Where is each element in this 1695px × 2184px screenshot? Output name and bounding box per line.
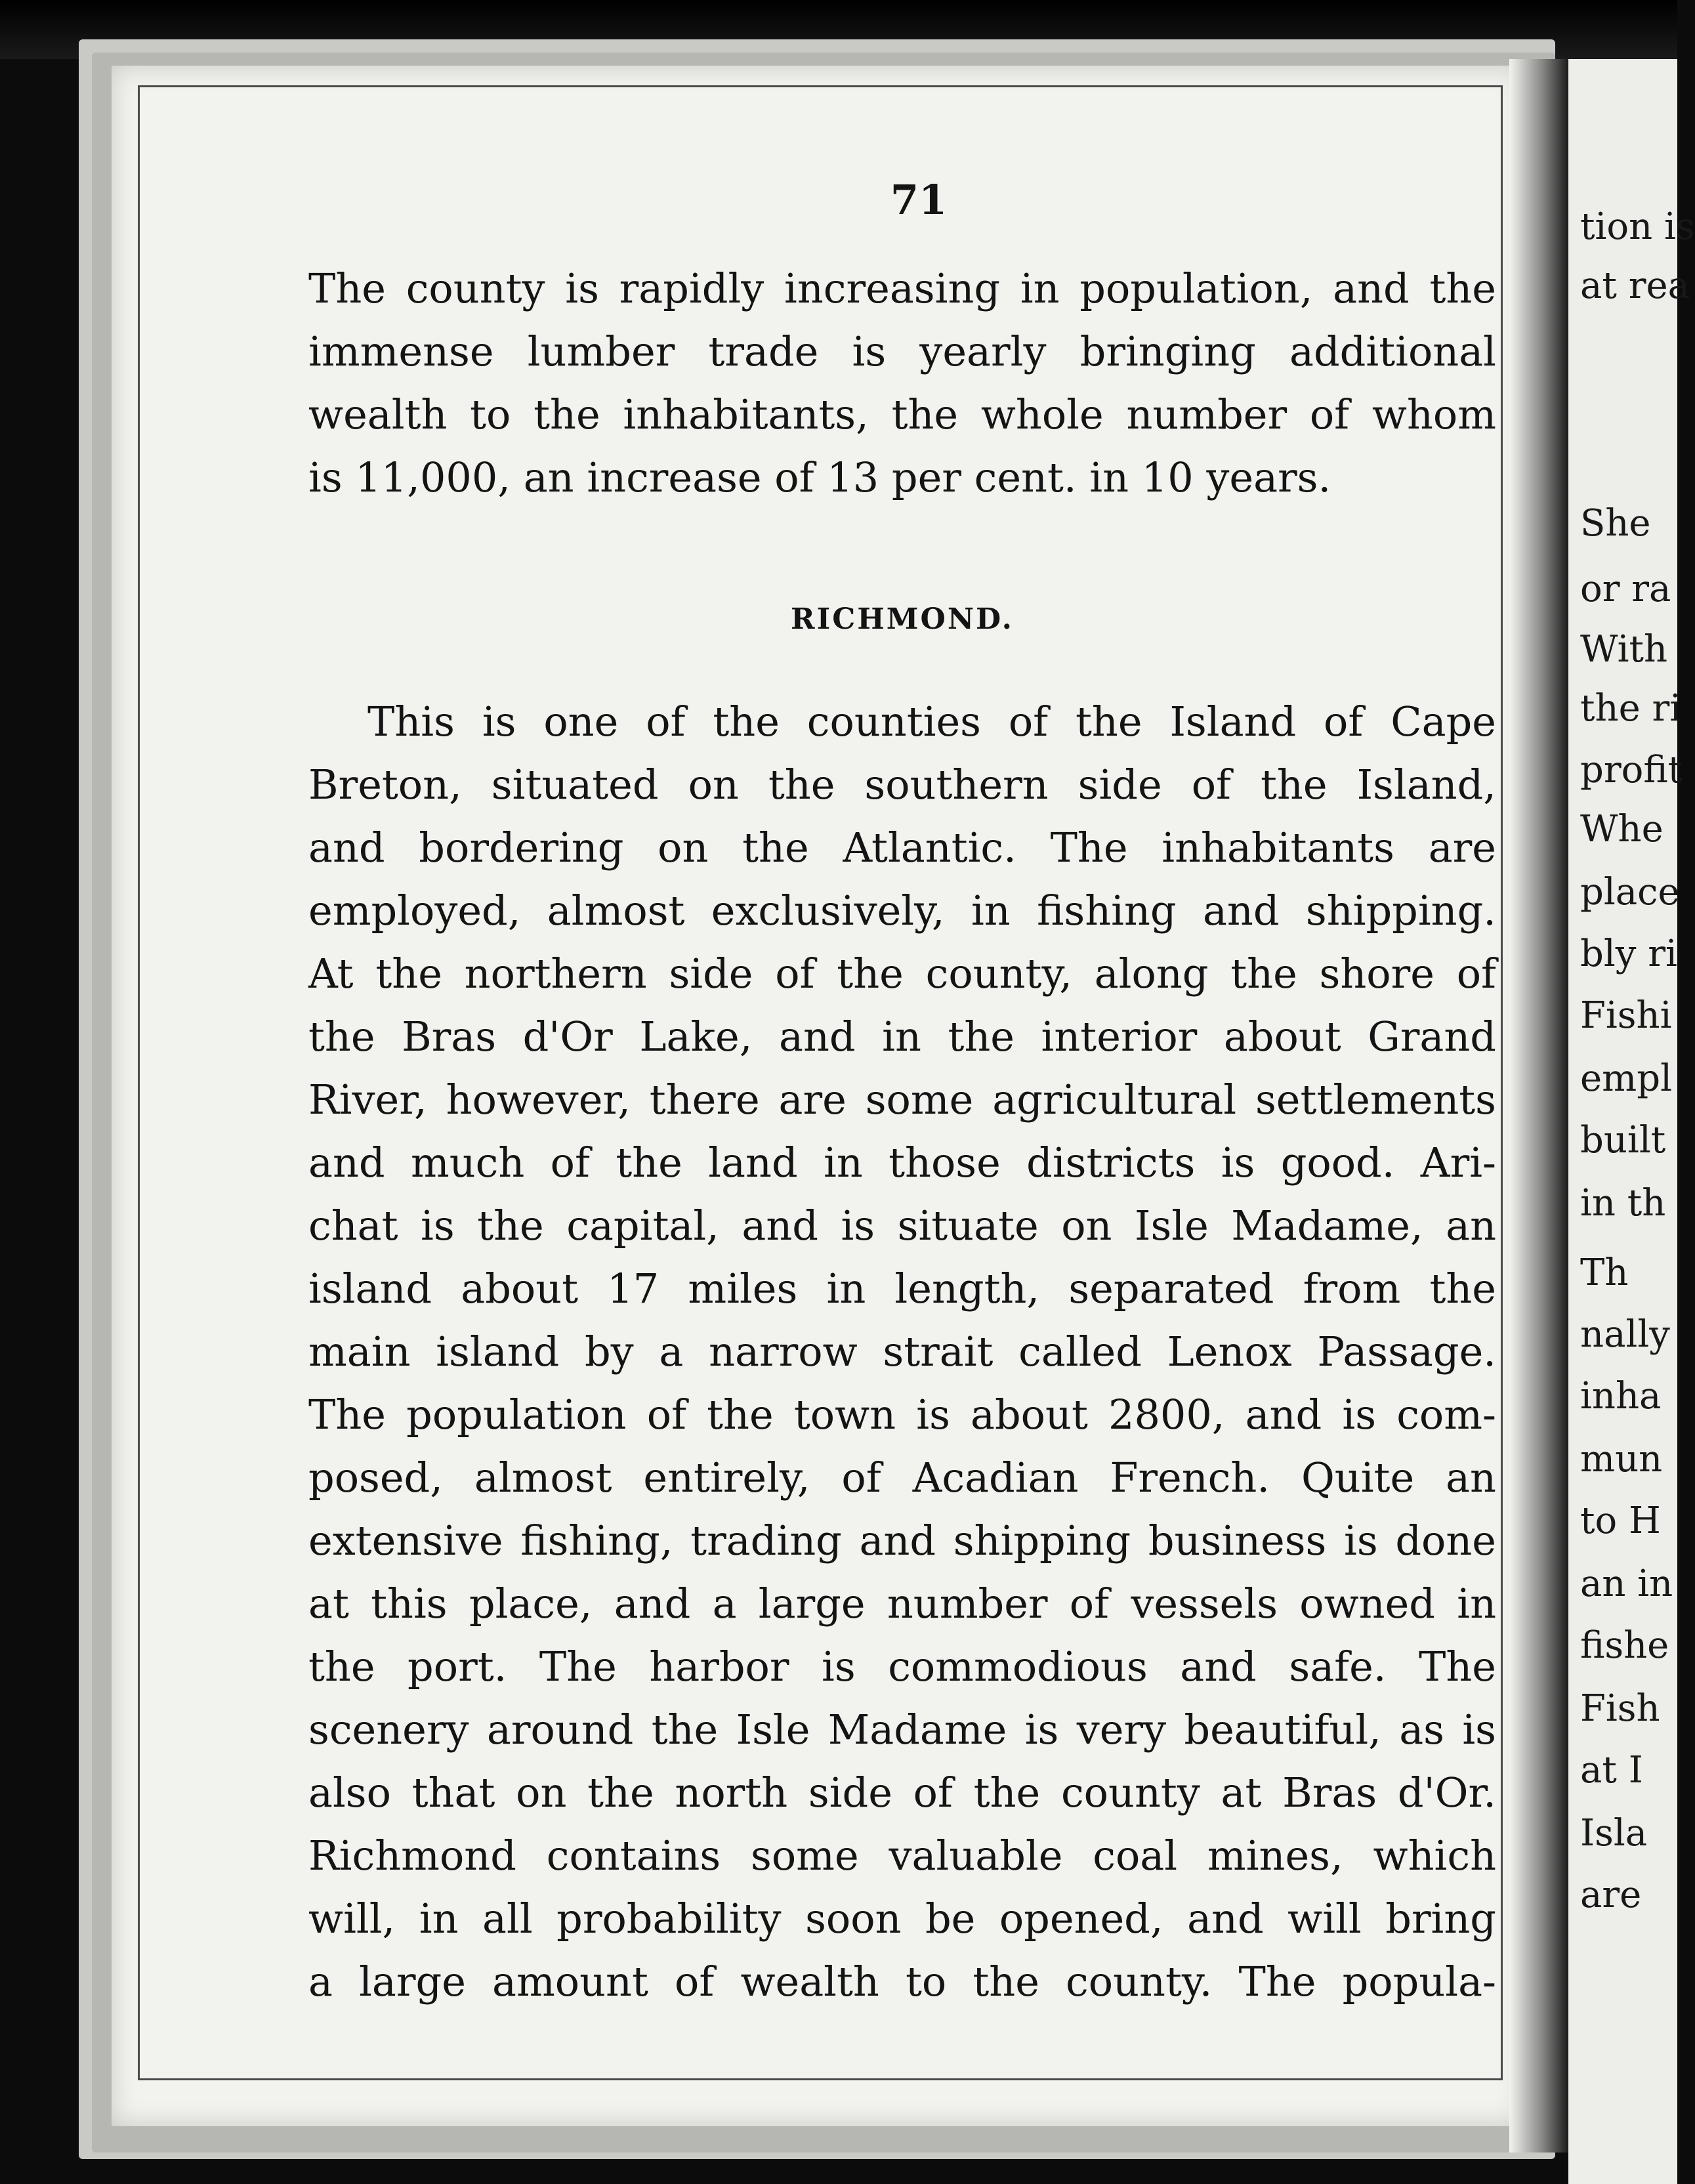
- facing-text-fragment: With: [1580, 628, 1668, 671]
- facing-text-fragment: or ra: [1580, 568, 1671, 610]
- text-line: scenery around the Isle Madame is very beautiful, as is: [308, 1706, 1496, 1754]
- text-line: and bordering on the Atlantic. The inhabitants are: [308, 824, 1496, 872]
- facing-text-fragment: at I: [1580, 1749, 1643, 1792]
- page-number: 71: [890, 176, 948, 224]
- text-line: River, however, there are some agricultural settlements: [308, 1076, 1496, 1124]
- facing-text-fragment: inha: [1580, 1375, 1662, 1418]
- text-line: the port. The harbor is commodious and safe. The: [308, 1643, 1496, 1690]
- facing-text-fragment: empl: [1580, 1057, 1672, 1100]
- facing-text-fragment: in th: [1580, 1182, 1666, 1225]
- facing-text-fragment: nally: [1580, 1313, 1670, 1356]
- facing-page-fragment: [1568, 59, 1695, 2184]
- section-heading: RICHMOND.: [791, 602, 1014, 636]
- paragraph-intro: [308, 257, 1496, 509]
- facing-text-fragment: Whe: [1580, 808, 1664, 850]
- text-line: extensive fishing, trading and shipping business is done: [308, 1517, 1496, 1564]
- facing-text-fragment: profit: [1580, 749, 1683, 791]
- facing-text-fragment: tion is: [1580, 205, 1695, 248]
- facing-text-fragment: built: [1580, 1119, 1666, 1162]
- facing-text-fragment: are: [1580, 1874, 1642, 1916]
- text-line: a large amount of wealth to the county. The popula-: [308, 1958, 1496, 2006]
- text-line: At the northern side of the county, along the shore of: [308, 950, 1496, 998]
- text-line: Breton, situated on the southern side of the Island,: [308, 761, 1496, 808]
- text-line: wealth to the inhabitants, the whole number of whom: [308, 390, 1496, 438]
- text-line: will, in all probability soon be opened, and will bring: [308, 1895, 1496, 1942]
- book-gutter-shadow: [1509, 59, 1568, 2152]
- text-line: posed, almost entirely, of Acadian French. Quite an: [308, 1454, 1496, 1502]
- facing-text-fragment: at rea: [1580, 264, 1690, 307]
- text-line: The county is rapidly increasing in population, and the: [308, 264, 1496, 312]
- text-line: at this place, and a large number of vessels owned in: [308, 1580, 1496, 1628]
- text-line: main island by a narrow strait called Lenox Passage.: [308, 1328, 1496, 1376]
- facing-text-fragment: Fishi: [1580, 994, 1672, 1037]
- facing-text-fragment: fishe: [1580, 1624, 1669, 1667]
- text-line: and much of the land in those districts is good. Ari-: [308, 1139, 1496, 1186]
- text-line: Richmond contains some valuable coal mines, which: [308, 1832, 1496, 1880]
- facing-text-fragment: to H: [1580, 1500, 1661, 1542]
- facing-text-fragment: an in: [1580, 1563, 1673, 1605]
- facing-text-fragment: bly ri: [1580, 933, 1677, 975]
- facing-text-fragment: Isla: [1580, 1812, 1648, 1855]
- text-line: immense lumber trade is yearly bringing additional: [308, 327, 1496, 375]
- facing-text-fragment: mun: [1580, 1438, 1663, 1480]
- text-line: This is one of the counties of the Island of Cape: [367, 698, 1496, 746]
- text-line: the Bras d'Or Lake, and in the interior about Grand: [308, 1013, 1496, 1060]
- text-line: employed, almost exclusively, in fishing and shipping.: [308, 887, 1496, 934]
- facing-text-fragment: Fish: [1580, 1687, 1660, 1730]
- facing-text-fragment: Th: [1580, 1251, 1629, 1294]
- text-line: chat is the capital, and is situate on Isle Madame, an: [308, 1202, 1496, 1250]
- facing-text-fragment: She: [1580, 502, 1651, 545]
- facing-text-fragment: the ri: [1580, 687, 1682, 730]
- facing-text-fragment: place: [1580, 871, 1680, 914]
- text-line: The population of the town is about 2800, and is com-: [308, 1391, 1496, 1438]
- paragraph-richmond: [308, 690, 1496, 2013]
- text-line: also that on the north side of the county at Bras d'Or.: [308, 1769, 1496, 1816]
- text-line: is 11,000, an increase of 13 per cent. in 10 years.: [308, 453, 1331, 501]
- text-line: island about 17 miles in length, separated from the: [308, 1265, 1496, 1312]
